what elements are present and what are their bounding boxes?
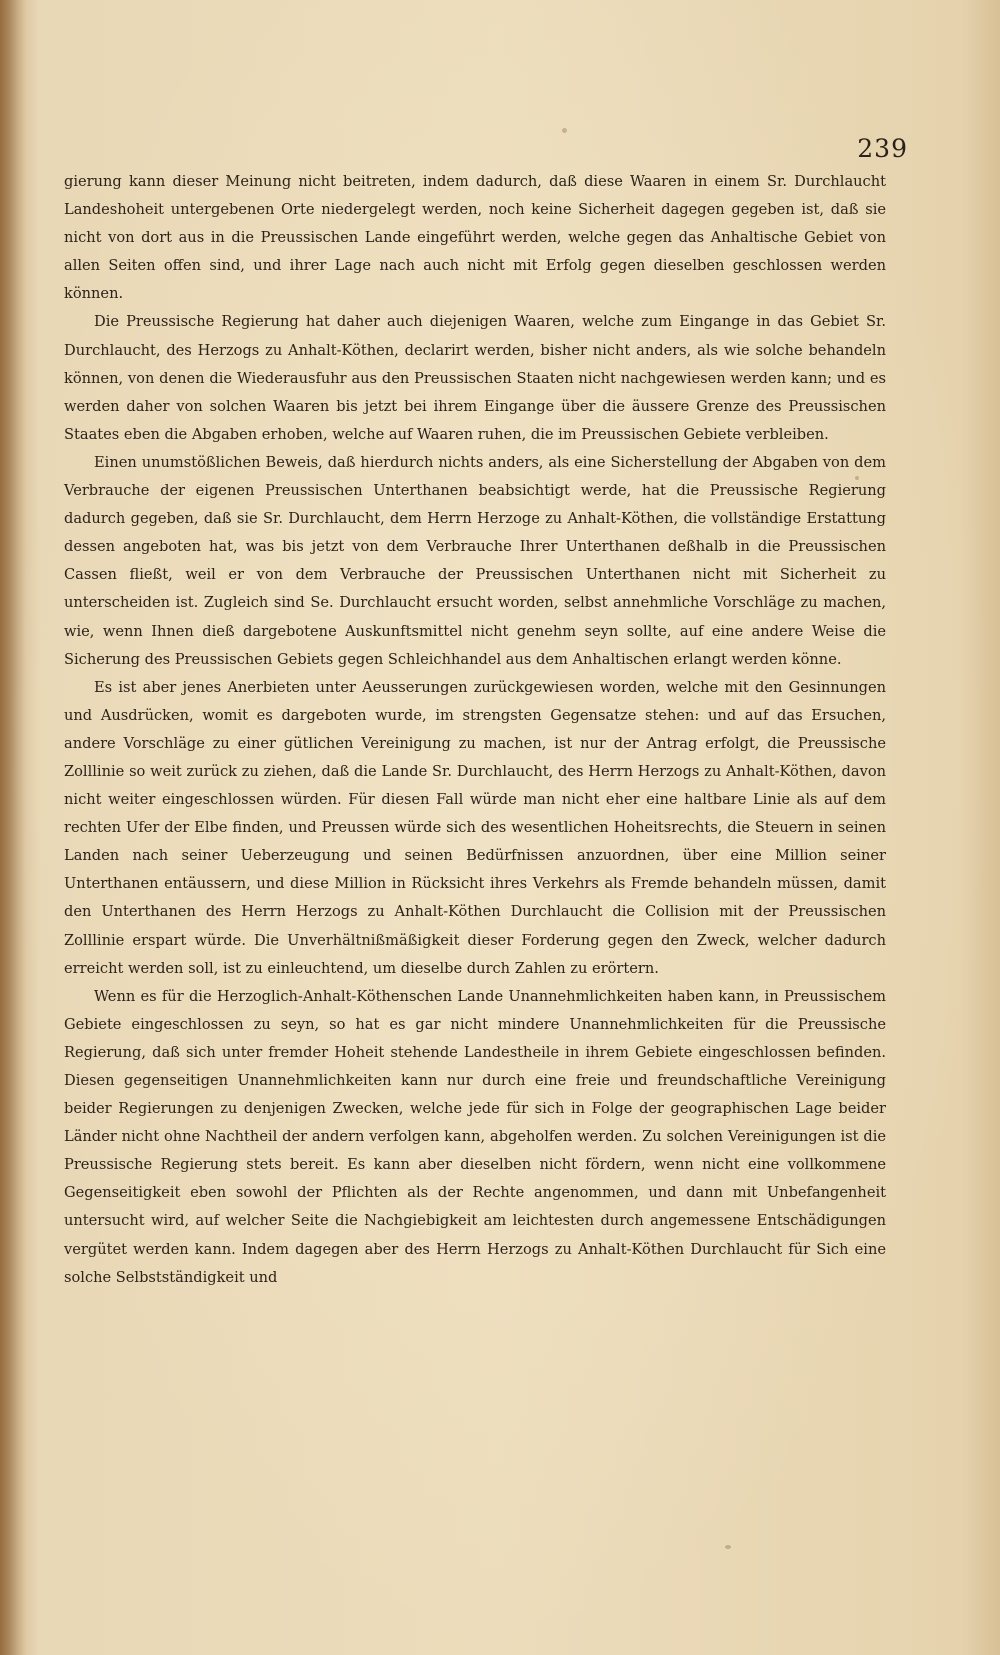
paragraph: Wenn es für die Herzoglich-Anhalt-Köthenschen Lande Unannehmlichkeiten haben kann, in Preussischem Gebiete eingeschlossen zu seyn, so hat es gar nicht mindere Unannehmlichkeiten für die Preussische Regierung, daß sich unter fremder Hoheit stehende Landestheile in ihrem Gebiete eingeschlossen befinden. Diesen gegenseitigen Unannehmlichkeiten kann nur durch eine freie und freundschaftliche Vereinigung beider Regierungen zu denjenigen Zwecken, welche jede für sich in Folge der geographischen Lage beider Länder nicht ohne Nachtheil der andern verfolgen kann, abgeholfen werden. Zu solchen Vereinigungen ist die Preussische Regierung stets bereit. Es kann aber dieselben nicht fördern, wenn nicht eine vollkommene Gegenseitigkeit eben sowohl der Pflichten als der Rechte angenommen, und dann mit Unbefangenheit untersucht wird, auf welcher Seite die Nachgiebigkeit am leichtesten durch angemessene Entschädigungen vergütet werden kann. Indem dagegen aber des Herrn Herzogs zu Anhalt-Köthen Durchlaucht für Sich eine solche Selbstständigkeit und [64,987,886,1286]
paper-speck [562,128,567,133]
page-number: 239 [857,134,908,163]
paper-speck [725,1545,731,1549]
page-gutter-shadow [0,0,26,1655]
paragraph: gierung kann dieser Meinung nicht beitreten, indem dadurch, daß diese Waaren in einem Sr. Durchlaucht Landeshoheit untergebenen Orte niedergelegt werden, noch keine Sicherheit dagegen gegeben ist, daß sie nicht von dort aus in die Preussischen Lande eingeführt werden, welche gegen das Anhaltische Gebiet von allen Seiten offen sind, und ihrer Lage nach auch nicht mit Erfolg gegen dieselben geschlossen werden können. [64,173,886,303]
paragraph: Es ist aber jenes Anerbieten unter Aeusserungen zurückgewiesen worden, welche mit den Gesinnungen und Ausdrücken, womit es dargeboten wurde, im strengsten Gegensatze stehen: und auf das Ersuchen, andere Vorschläge zu einer gütlichen Vereinigung zu machen, ist nur der Antrag erfolgt, die Preussische Zolllinie so weit zurück zu ziehen, daß die Lande Sr. Durchlaucht, des Herrn Herzogs zu Anhalt-Köthen, davon nicht weiter eingeschlossen würden. Für diesen Fall würde man nicht eher eine haltbare Linie als auf dem rechten Ufer der Elbe finden, und Preussen würde sich des wesentlichen Hoheitsrechts, die Steuern in seinen Landen nach seiner Ueberzeugung und seinen Bedürfnissen anzuordnen, über eine Million seiner Unterthanen entäussern, und diese Million in Rücksicht ihres Verkehrs als Fremde behandeln müssen, damit den Unterthanen des Herrn Herzogs zu Anhalt-Köthen Durchlaucht die Collision mit der Preussischen Zolllinie erspart würde. Die Unverhältnißmäßigkeit dieser Forderung gegen den Zweck, welcher dadurch erreicht werden soll, ist zu einleuchtend, um dieselbe durch Zahlen zu erörtern. [64,678,886,977]
body-text [64,168,886,1292]
paragraph: Einen unumstößlichen Beweis, daß hierdurch nichts anders, als eine Sicherstellung der Abgaben von dem Verbrauche der eigenen Preussischen Unterthanen beabsichtigt werde, hat die Preussische Regierung dadurch gegeben, daß sie Sr. Durchlaucht, dem Herrn Herzoge zu Anhalt-Köthen, die vollständige Erstattung dessen angeboten hat, was bis jetzt von dem Verbrauche Ihrer Unterthanen deßhalb in die Preussischen Cassen fließt, weil er von dem Verbrauche der Preussischen Unterthanen nicht mit Sicherheit zu unterscheiden ist. Zugleich sind Se. Durchlaucht ersucht worden, selbst annehmliche Vorschläge zu machen, wie, wenn Ihnen dieß dargebotene Auskunftsmittel nicht genehm seyn sollte, auf eine andere Weise die Sicherung des Preussischen Gebiets gegen Schleichhandel aus dem Anhaltischen erlangt werden könne. [64,453,886,668]
paragraph: Die Preussische Regierung hat daher auch diejenigen Waaren, welche zum Eingange in das Gebiet Sr. Durchlaucht, des Herzogs zu Anhalt-Köthen, declarirt werden, bisher nicht anders, als wie solche behandeln können, von denen die Wiederausfuhr aus den Preussischen Staaten nicht nachgewiesen werden kann; und es werden daher von solchen Waaren bis jetzt bei ihrem Eingange über die äussere Grenze des Preussischen Staates eben die Abgaben erhoben, welche auf Waaren ruhen, die im Preussischen Gebiete verbleiben. [64,313,886,443]
